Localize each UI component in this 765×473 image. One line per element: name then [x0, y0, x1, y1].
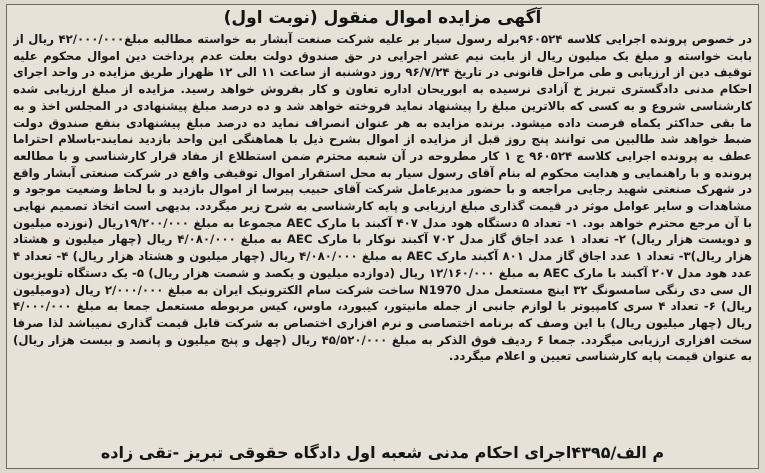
auction-notice — [6, 4, 759, 469]
notice-title: آگهی مزایده اموال منقول (نوبت اول) — [223, 8, 542, 28]
notice-footer: م الف/۴۳۹۵اجرای احکام مدنی شعبه اول دادگاه حقوقی تبریز -تقی زاده — [100, 443, 665, 462]
notice-body: در خصوص پرونده اجرایی کلاسه ۹۶۰۵۲۴برله رسول سیار بر علیه شرکت صنعت آبشار به خواسته مطالبه مبلغ۴۲/۰۰۰/۰۰۰ ریال از بابت خواسته و مبلغ یک میلیون ریال از بابت نیم عشر اجرایی در حق صندوق دولت بعلت عدم پرداخت دین اموال محکوم علیه توقیف دین از ارزیابی و طی مراحل قانونی در تاریخ ۹۶/۷/۲۴ روز دوشنبه از ساعت ۱۱ الی ۱۲ ظهراز طریق مزایده در واحد اجرای احکام مدنی دادگستری تبریز خ آزادی نرسیده به ابوریحان اداره تعاون و کار بفروش خواهد رسید. مزایده از مبلغ ارزیابی شده کارشناسی شروع و به کسی که بالاترین مبلغ را پیشنهاد نماید فروخته خواهد شد و ده درصد مبلغ پیشنهادی در المجلس اخذ و به ما بقی حداکثر یکماه فرصت داده میشود. برنده مزایده به هر عنوان انصراف نماید ده درصد مبلغ پیشنهادی بنفع صندوق دولت ضبط خواهد شد طالبین می توانند پنج روز قبل از مزایده از اموال بشرح ذیل با هماهنگی این واحد بازدید نمایند-باسلام احتراما عطف به پرونده اجرایی کلاسه ۹۶۰۵۲۴ ج ۱ کار مطروحه در آن شعبه محترم ضمن استطلاع از مفاد قرار کارشناسی و با مطالعه پرونده و با راهنمایی و هدایت محکوم له بنام آقای رسول سیار به محل استقرار اموال توقیفی واقع در شرکت صنعتی آبشار واقع در شهرک صنعتی شهید رجایی مراجعه و با حضور مدیرعامل شرکت آقای حبیب پیرسا از اموال بازدید و با لحاظ وضعیت موجود و مشاهدات و سایر عوامل موثر در قیمت گذاری مبلغ ارزیابی و پایه کارشناسی به شرح زیر میگردد. بدیهی است اتخاذ تصمیم نهایی با آن مرجع محترم خواهد بود. ۱- تعداد ۵ دستگاه هود مدل ۴۰۷ آکبند با مارک AEC مجموعا به مبلغ ۱۹/۲۰۰/۰۰۰ریال (نوزده میلیون و دویست هزار ریال) ۲- تعداد ۱ عدد اجاق گاز مدل ۷۰۲ آکبند نوکار با مارک AEC به مبلغ ۴/۰۸۰/۰۰۰ ریال (چهار میلیون و هشتاد هزار ریال)۳- تعداد ۱ عدد اجاق گاز مدل ۸۰۱ آکبند مارک AEC به مبلغ ۴/۰۸۰/۰۰۰ ریال (چهار میلیون و هشتاد هزار ریال) ۴- تعداد ۴ عدد هود مدل ۲۰۷ آکبند با مارک AEC به مبلغ ۱۲/۱۶۰/۰۰۰ ریال (دوازده میلیون و یکصد و شصت هزار ریال) ۵- یک دستگاه تلویزیون ال سی دی رنگی سامسونگ ۳۲ اینچ مستعمل مدل N1970 ساخت شرکت سام الکترونیک ایران به مبلغ ۲/۰۰۰/۰۰۰ ریال (دومیلیون ریال) ۶- تعداد ۴ سری کامپیوتر با لوازم جانبی از جمله مانیتور، کیبورد، ماوس، کیس مربوطه مستعمل جمعا به مبلغ ۴/۰۰۰/۰۰۰ ریال (چهار میلیون ریال) با این وصف که برنامه اختصاصی و نرم افزاری اختصاص به شرکت قابل قیمت گذاری نمیباشد لذا صرفا سخت افزاری ارزیابی میگردد. جمعا ۶ ردیف فوق الذکر به مبلغ ۴۵/۵۲۰/۰۰۰ ریال (چهل و پنج میلیون و پانصد و بیست هزار ریال) به عنوان قیمت پایه کارشناسی تعیین و اعلام میگردد. — [13, 32, 752, 364]
